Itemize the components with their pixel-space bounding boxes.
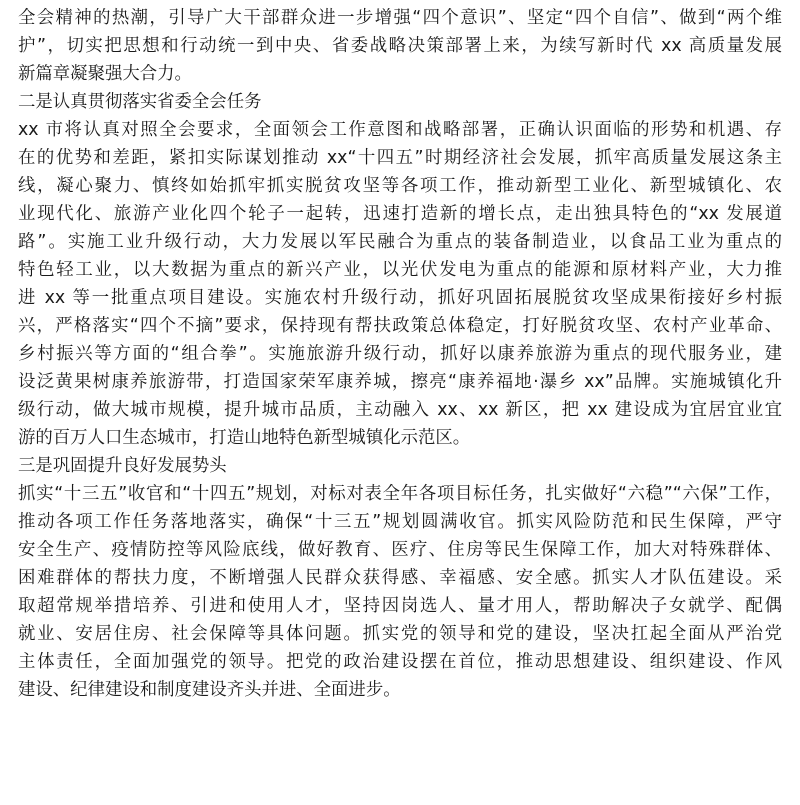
paragraph-line: 建设、纪律建设和制度建设齐头并进、全面进步。: [18, 680, 401, 700]
paragraph-line: 乡村振兴等方面的“组合拳”。实施旅游升级行动，抓好以康养旅游为重点的现代服务业，建: [18, 344, 782, 364]
paragraph-line: 游的百万人口生态城市，打造山地特色新型城镇化示范区。: [18, 428, 471, 448]
section-intro: [18, 4, 782, 88]
paragraph-line: 推动各项工作任务落地落实，确保“十三五”规划圆满收官。抓实风险防范和民生保障，严守: [18, 512, 782, 532]
paragraph-line: 特色轻工业，以大数据为重点的新兴产业，以光伏发电为重点的能源和原材料产业，大力推: [18, 260, 782, 280]
paragraph-line: xx 市将认真对照全会要求，全面领会工作意图和战略部署，正确认识面临的形势和机遇、存: [18, 120, 782, 140]
paragraph-line: 困难群体的帮扶力度，不断增强人民群众获得感、幸福感、安全感。抓实人才队伍建设。采: [18, 568, 782, 588]
paragraph-line: 就业、安居住房、社会保障等具体问题。抓实党的领导和党的建设，坚决扛起全面从严治党: [18, 624, 782, 644]
section-heading: 二是认真贯彻落实省委全会任务: [18, 92, 262, 112]
paragraph-line: 在的优势和差距，紧扣实际谋划推动 xx“十四五”时期经济社会发展，抓牢高质量发展这条主: [18, 148, 782, 168]
paragraph-line: 新篇章凝聚强大合力。: [18, 64, 192, 84]
paragraph-line: 兴，严格落实“四个不摘”要求，保持现有帮扶政策总体稳定，打好脱贫攻坚、农村产业革命、: [18, 316, 782, 336]
paragraph-line: 路”。实施工业升级行动，大力发展以军民融合为重点的装备制造业，以食品工业为重点的: [18, 232, 782, 252]
paragraph-line: 抓实“十三五”收官和“十四五”规划，对标对表全年各项目标任务，扎实做好“六稳”“六保”工作，: [18, 484, 782, 504]
paragraph-line: 护”，切实把思想和行动统一到中央、省委战略决策部署上来，为续写新时代 xx 高质量发展: [18, 36, 782, 56]
paragraph-line: 业现代化、旅游产业化四个轮子一起转，迅速打造新的增长点，走出独具特色的“xx 发展道: [18, 204, 782, 224]
paragraph-line: 主体责任，全面加强党的领导。把党的政治建设摆在首位，推动思想建设、组织建设、作风: [18, 652, 782, 672]
paragraph-line: 安全生产、疫情防控等风险底线，做好教育、医疗、住房等民生保障工作，加大对特殊群体、: [18, 540, 782, 560]
paragraph-line: 设泛黄果树康养旅游带，打造国家荣军康养城，擦亮“康养福地·瀑乡 xx”品牌。实施城镇化升: [18, 372, 782, 392]
paragraph-line: 全会精神的热潮，引导广大干部群众进一步增强“四个意识”、坚定“四个自信”、做到“两个维: [18, 8, 782, 28]
section-two: [18, 88, 782, 452]
paragraph-line: 取超常规举措培养、引进和使用人才，坚持因岗选人、量才用人，帮助解决子女就学、配偶: [18, 596, 782, 616]
section-three: [18, 452, 782, 704]
section-heading: 三是巩固提升良好发展势头: [18, 456, 227, 476]
paragraph-line: 线，凝心聚力、慎终如始抓牢抓实脱贫攻坚等各项工作，推动新型工业化、新型城镇化、农: [18, 176, 782, 196]
paragraph-line: 级行动，做大城市规模，提升城市品质，主动融入 xx、xx 新区，把 xx 建设成为宜居宜业宜: [18, 400, 782, 420]
paragraph-line: 进 xx 等一批重点项目建设。实施农村升级行动，抓好巩固拓展脱贫攻坚成果衔接好乡村振: [18, 288, 782, 308]
